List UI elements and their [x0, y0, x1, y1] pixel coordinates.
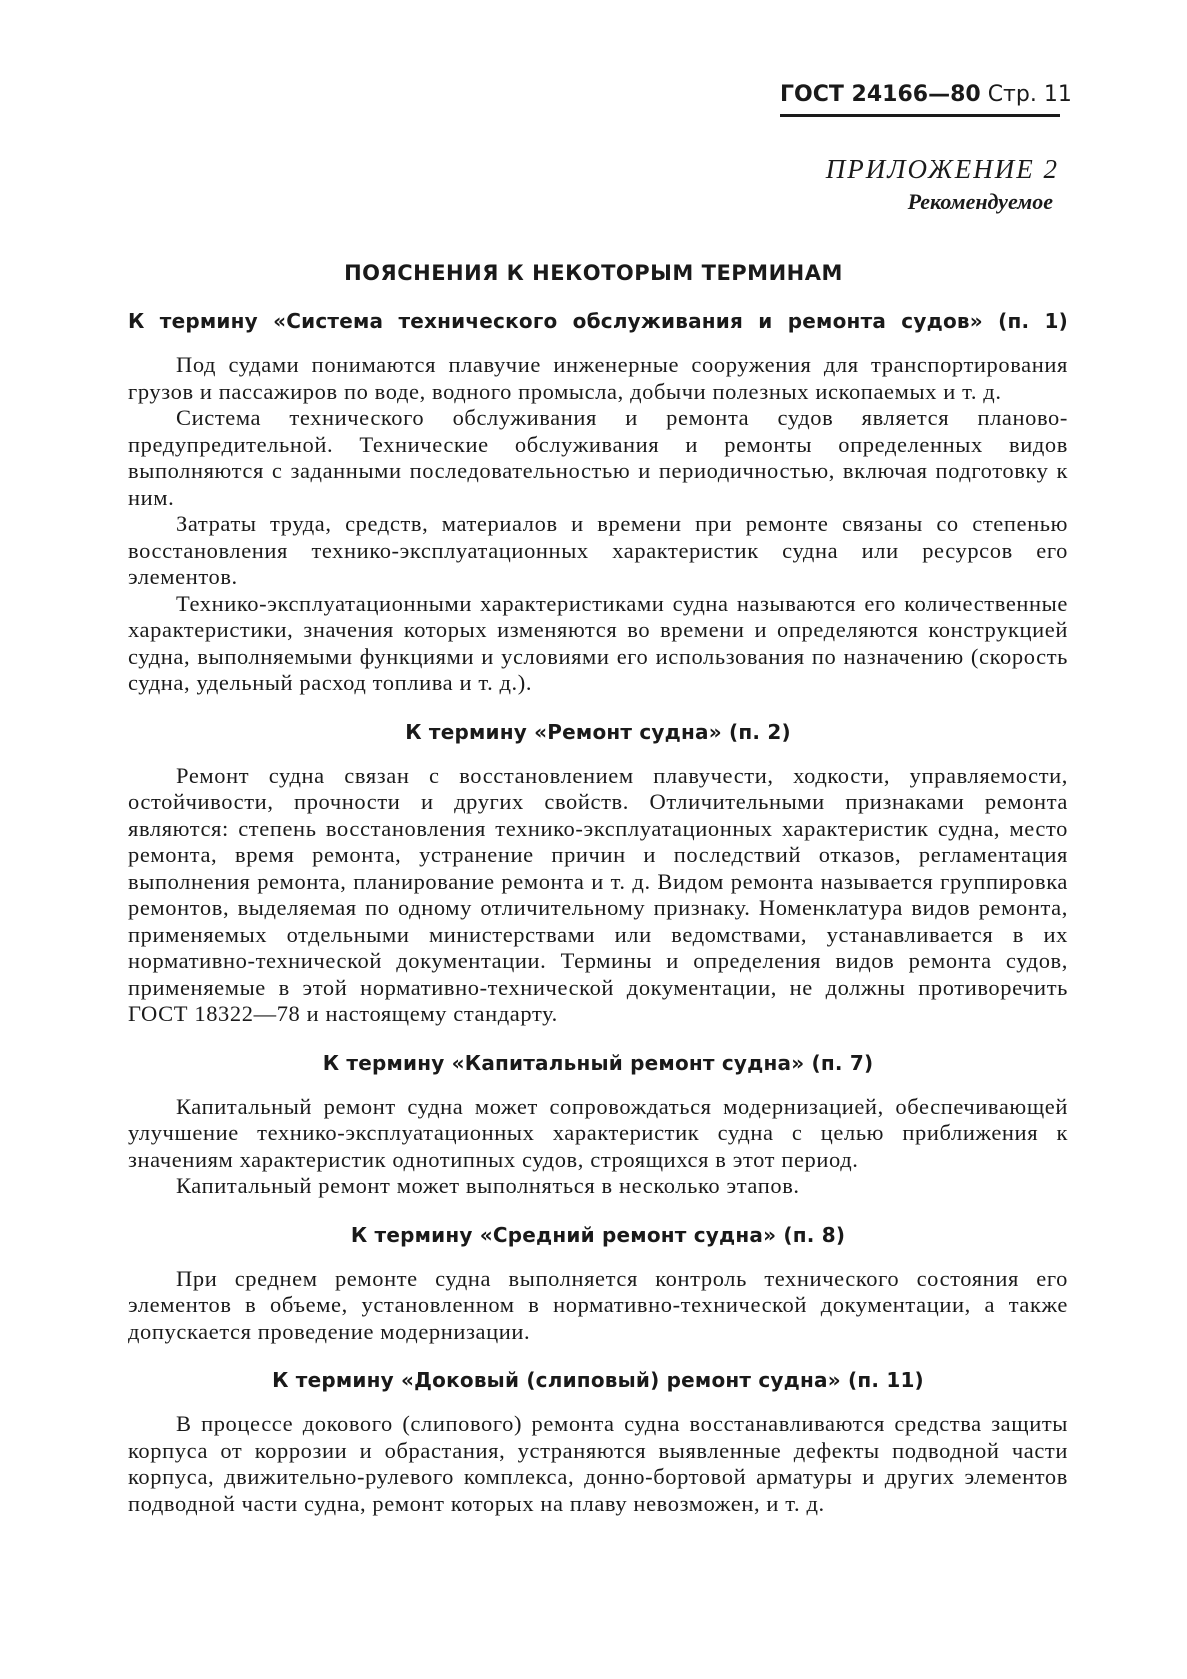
- paragraph: Технико-эксплуатационными характеристиками судна называются его количественные характеристики, значения которых изменяются во времени и определяются конструкцией судна, выполняемыми функциями и условиями его использования по назначению (скорость судна, удельный расход топлива и т. д.).: [128, 590, 1068, 695]
- appendix-subtitle: Рекомендуемое: [907, 189, 1053, 214]
- section-title: К термину «Ремонт судна» (п. 2): [405, 719, 791, 744]
- section-title: К термину «Доковый (слиповый) ремонт судна» (п. 11): [272, 1368, 924, 1392]
- section-title: К термину «Средний ремонт судна» (п. 8): [350, 1222, 846, 1247]
- paragraph: Система технического обслуживания и ремонта судов является планово-предупредительной. Технические обслуживания и ремонты определенных видов выполняются с заданными последовательностью и периодичностью, включая подготовку к ним.: [128, 405, 1068, 510]
- page-number: Стр. 11: [987, 82, 1072, 107]
- section-medium-repair: [128, 1220, 1068, 1346]
- paragraph: Под судами понимаются плавучие инженерные сооружения для транспортирования грузов и пассажиров по воде, водного промысла, добычи полезных ископаемых и т. д.: [128, 352, 1068, 404]
- appendix-title: ПРИЛОЖЕНИЕ 2: [825, 154, 1059, 184]
- paragraph: В процессе докового (слипового) ремонта судна восстанавливаются средства защиты корпуса от коррозии и обрастания, устраняются выявленные дефекты подводной части корпуса, движительно-рулевого комплекса, донно-бортовой арматуры и других элементов подводной части судна, ремонт которых на плаву невозможен, и т. д.: [128, 1411, 1068, 1516]
- appendix-label: [826, 152, 1059, 218]
- paragraph: Капитальный ремонт судна может сопровождаться модернизацией, обеспечивающей улучшение технико-эксплуатационных характеристик судна с целью приближения к значениям характеристик однотипных судов, строящихся в этот период.: [128, 1093, 1068, 1172]
- page-header: [780, 80, 1072, 117]
- main-heading: ПОЯСНЕНИЯ К НЕКОТОРЫМ ТЕРМИНАМ: [344, 261, 843, 285]
- paragraph: При среднем ремонте судна выполняется контроль технического состояния его элементов в объеме, установленном в нормативно-технической документации, а также допускается проведение модернизации.: [128, 1265, 1068, 1344]
- section-system: [128, 306, 1068, 697]
- paragraph: Ремонт судна связан с восстановлением плавучести, ходкости, управляемости, остойчивости, прочности и других свойств. Отличительными признаками ремонта являются: степень восстановления технико-эксплуатационных характеристик судна, место ремонта, время ремонта, устранение причин и последствий отказов, регламентация выполнения ремонта, планирование ремонта и т. д. Видом ремонта называется группировка ремонтов, выделяемая по одному отличительному признаку. Номенклатура видов ремонта, применяемых отдельными министерствами или ведомствами, устанавливается в их нормативно-технической документации. Термины и определения видов ремонта судов, применяемые в этой нормативно-технической документации, не должны противоречить ГОСТ 18322—78 и настоящему стандарту.: [128, 762, 1068, 1026]
- section-title: К термину «Капитальный ремонт судна» (п. 7): [322, 1050, 874, 1075]
- paragraph: Капитальный ремонт может выполняться в несколько этапов.: [176, 1173, 800, 1198]
- paragraph: Затраты труда, средств, материалов и времени при ремонте связаны со степенью восстановления технико-эксплуатационных характеристик судна или ресурсов его элементов.: [128, 511, 1068, 589]
- section-capital-repair: [128, 1048, 1068, 1200]
- section-repair: [128, 717, 1068, 1028]
- standard-number: ГОСТ 24166—80: [780, 82, 981, 107]
- section-dock-repair: [128, 1365, 1068, 1517]
- document-body: [128, 306, 1068, 1537]
- section-title: К термину «Система технического обслуживания и ремонта судов» (п. 1): [128, 309, 1068, 333]
